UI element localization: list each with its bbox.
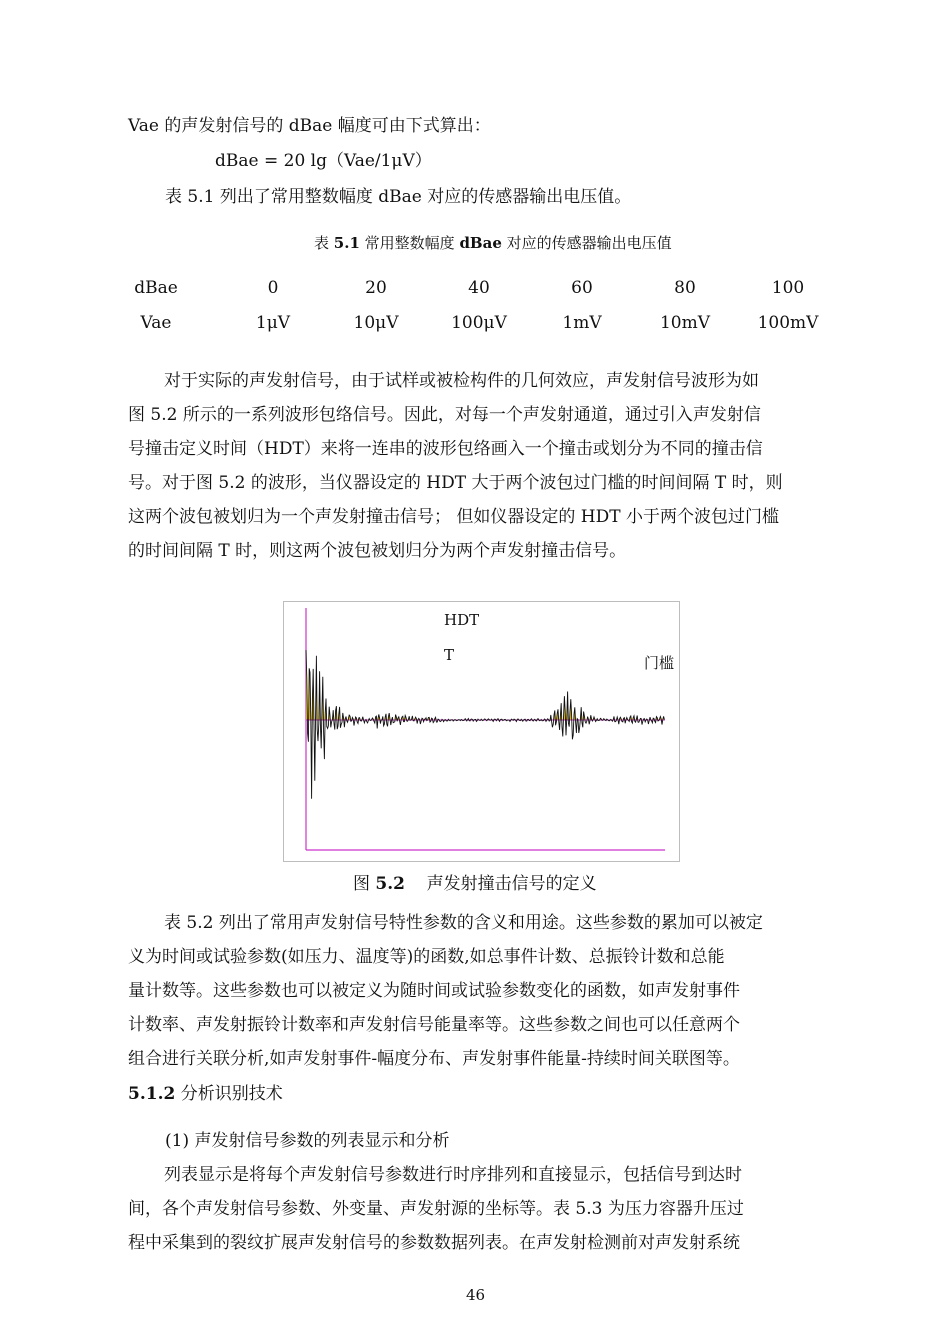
paragraph-line: 量计数等。这些参数也可以被定义为随时间或试验参数变化的函数，如声发射事件 <box>128 981 740 1001</box>
paragraph-line: 对于实际的声发射信号，由于试样或被检构件的几何效应，声发射信号波形为如 <box>164 371 759 391</box>
paragraph-line: 间，各个声发射信号参数、外变量、声发射源的坐标等。表 5.3 为压力容器升压过 <box>128 1199 744 1219</box>
paragraph-line: 程中采集到的裂纹扩展声发射信号的参数数据列表。在声发射检测前对声发射系统 <box>128 1233 740 1253</box>
ae-hit-waveform-figure <box>283 601 680 862</box>
section-heading <box>128 1083 283 1105</box>
table-caption-prefix: 表 <box>314 234 334 252</box>
paragraph-line: 这两个波包被划归为一个声发射撞击信号； 但如仪器设定的 HDT 小于两个波包过门槛 <box>128 507 780 527</box>
table-cell: 100 <box>771 278 805 298</box>
formula: dBae = 20 lg（Vae/1μV） <box>215 151 432 171</box>
paragraph-line: 计数率、声发射振铃计数率和声发射信号能量率等。这些参数之间也可以任意两个 <box>128 1015 740 1035</box>
paragraph-parameters <box>128 906 832 1076</box>
table-row-dbae <box>128 276 832 300</box>
table-cell: 20 <box>365 278 387 298</box>
section-title: 分析识别技术 <box>175 1084 283 1104</box>
table-cell: 0 <box>267 278 279 298</box>
paragraph-hit-definition <box>128 364 832 568</box>
amplitude-table <box>128 276 832 336</box>
threshold-label: 门槛 <box>644 654 675 672</box>
figure-caption-prefix: 图 <box>353 874 376 894</box>
table-cell: 40 <box>468 278 490 298</box>
table-cell: 100μV <box>451 313 507 333</box>
table-row-vae <box>128 311 832 335</box>
waveform-fill <box>306 650 665 720</box>
paragraph-line: 号撞击定义时间（HDT）来将一连串的波形包络画入一个撞击或划分为不同的撞击信 <box>128 439 763 459</box>
hdt-label: HDT <box>444 611 480 629</box>
table-cell: 1μV <box>255 313 291 333</box>
waveform-plot <box>284 602 679 861</box>
table-cell: 10mV <box>659 313 711 333</box>
table-caption-bold: dBae <box>459 234 502 252</box>
figure-caption-text: 声发射撞击信号的定义 <box>404 874 597 894</box>
table-cell: dBae <box>134 278 178 298</box>
table-cell: 80 <box>674 278 696 298</box>
section-number: 5.1.2 <box>128 1084 176 1104</box>
figure-caption <box>353 873 597 895</box>
intro-line: Vae 的声发射信号的 dBae 幅度可由下式算出： <box>128 116 491 136</box>
figure-caption-number: 5.2 <box>375 874 405 894</box>
table-caption-suffix: 对应的传感器输出电压值 <box>501 234 672 252</box>
table-cell: Vae <box>140 313 172 333</box>
table-cell: 100mV <box>757 313 819 333</box>
page-number: 46 <box>466 1286 486 1304</box>
paragraph-list-display <box>128 1158 832 1260</box>
subsection-heading: (1) 声发射信号参数的列表显示和分析 <box>165 1131 450 1151</box>
paragraph-line: 义为时间或试验参数(如压力、温度等)的函数,如总事件计数、总振铃计数和总能 <box>128 947 725 967</box>
paragraph-line: 号。对于图 5.2 的波形，当仪器设定的 HDT 大于两个波包过门槛的时间间隔 T 时，则 <box>128 473 783 493</box>
table-caption <box>314 232 672 254</box>
paragraph-line: 表 5.2 列出了常用声发射信号特性参数的含义和用途。这些参数的累加可以被定 <box>164 913 763 933</box>
table-cell: 10μV <box>353 313 399 333</box>
table-cell: 1mV <box>562 313 602 333</box>
t-label: T <box>444 646 455 664</box>
paragraph-line: 列表显示是将每个声发射信号参数进行时序排列和直接显示，包括信号到达时 <box>164 1165 742 1185</box>
waveform-line <box>306 650 664 799</box>
table-caption-number: 5.1 <box>333 234 360 252</box>
table-intro: 表 5.1 列出了常用整数幅度 dBae 对应的传感器输出电压值。 <box>165 187 632 207</box>
paragraph-line: 图 5.2 所示的一系列波形包络信号。因此，对每一个声发射通道，通过引入声发射信 <box>128 405 761 425</box>
table-cell: 60 <box>571 278 593 298</box>
table-caption-mid: 常用整数幅度 <box>359 234 460 252</box>
paragraph-line: 组合进行关联分析,如声发射事件-幅度分布、声发射事件能量-持续时间关联图等。 <box>128 1049 740 1069</box>
paragraph-line: 的时间间隔 T 时，则这两个波包被划归分为两个声发射撞击信号。 <box>128 541 627 561</box>
